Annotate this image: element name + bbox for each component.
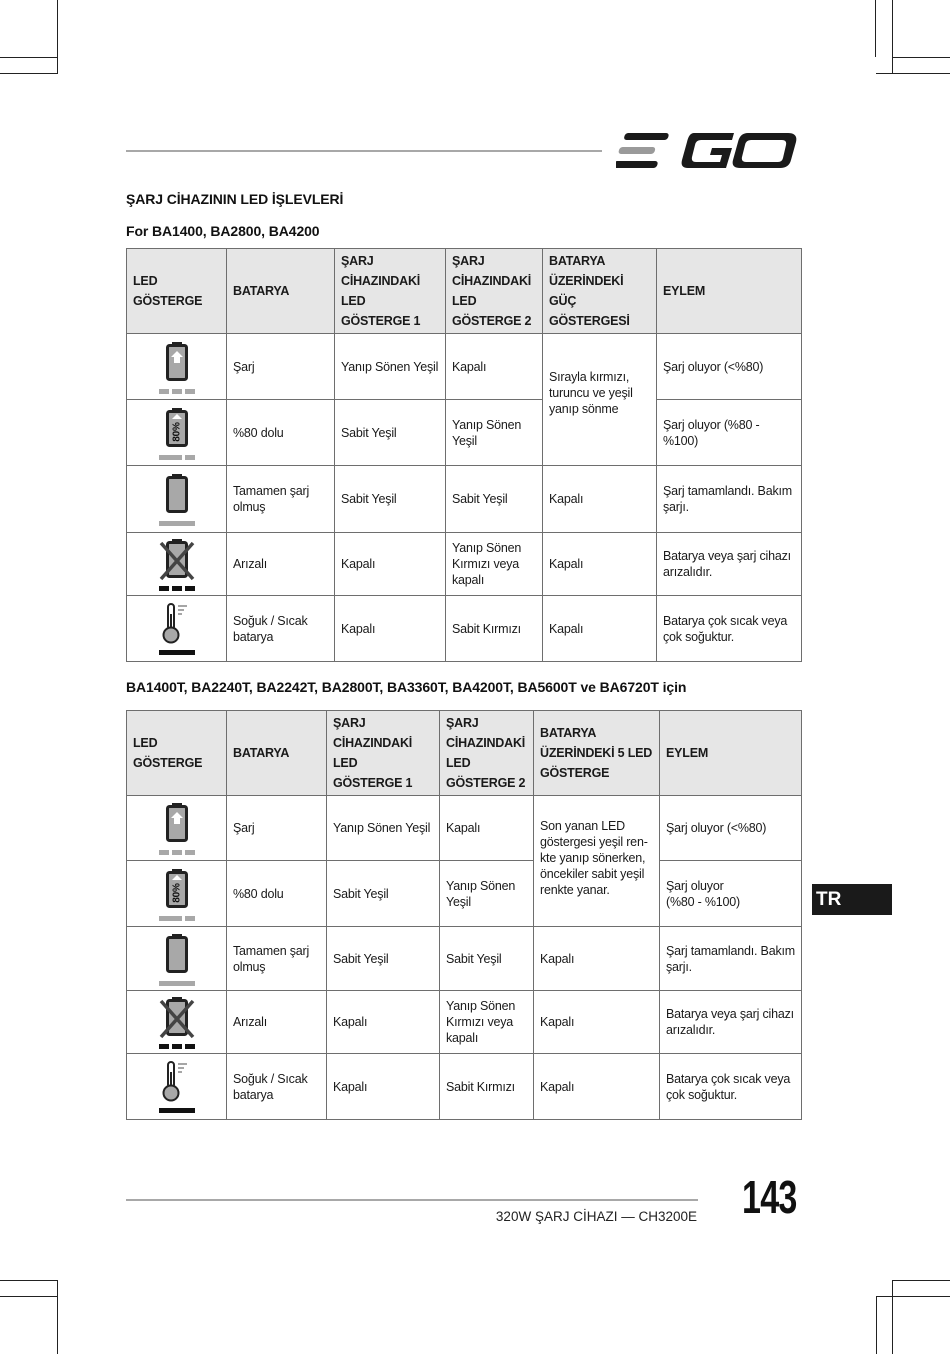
crop-mark: [0, 57, 57, 58]
charger-led-2: Yanıp Sönen Kırmızı veya kapalı: [440, 991, 534, 1054]
table-row: [127, 1054, 802, 1120]
table-row: [127, 796, 802, 861]
charger-led-2: Yanıp Sönen Kırmızı veya kapalı: [446, 533, 543, 596]
charger-led-2: Sabit Yeşil: [446, 466, 543, 533]
battery-temperature-icon: [155, 1058, 199, 1116]
battery-status: Soğuk / Sıcak batarya: [227, 596, 335, 662]
led-icon-cell: [127, 796, 227, 861]
crop-mark: [876, 1296, 950, 1297]
crop-mark: [892, 0, 893, 74]
footer-title: 320W ŞARJ CİHAZI — CH3200E: [495, 1209, 697, 1224]
header-action: EYLEM: [660, 711, 802, 796]
fuel-gauge: Kapalı: [543, 596, 657, 662]
table-row: [127, 596, 802, 662]
table-row: [127, 991, 802, 1054]
table-header-row: [127, 711, 802, 796]
battery-fault-icon: [155, 535, 199, 593]
page-number: 143: [742, 1171, 797, 1223]
header-fuel-gauge: BATARYA ÜZERİNDEKİ 5 LED GÖSTERGE: [534, 711, 660, 796]
action: Şarj oluyor (%80 - %100): [660, 861, 802, 927]
charger-led-1: Sabit Yeşil: [335, 400, 446, 466]
charger-led-2: Sabit Yeşil: [440, 927, 534, 991]
action: Şarj tamamlandı. Bakım şarjı.: [660, 927, 802, 991]
battery-status: Tamamen şarj olmuş: [227, 466, 335, 533]
crop-mark: [876, 73, 950, 74]
led-icon-cell: [127, 334, 227, 400]
charger-led-1: Sabit Yeşil: [327, 861, 440, 927]
header-battery: BATARYA: [227, 249, 335, 334]
battery-status: %80 dolu: [227, 861, 327, 927]
led-icon-cell: [127, 927, 227, 991]
action: Batarya veya şarj cihazı arızalıdır.: [660, 991, 802, 1054]
table-row: [127, 334, 802, 400]
battery-80-percent-icon: [155, 404, 199, 462]
charger-led-2: Yanıp Sönen Yeşil: [440, 861, 534, 927]
header-led-indicator: LED GÖSTERGE: [127, 711, 227, 796]
action: Batarya çok sıcak veya çok soğuktur.: [657, 596, 802, 662]
crop-mark: [892, 1280, 950, 1281]
battery-full-icon: [155, 930, 199, 988]
charger-led-1: Kapalı: [335, 533, 446, 596]
battery-fault-icon: [155, 993, 199, 1051]
language-tab: TR: [812, 884, 892, 915]
battery-status: Arızalı: [227, 533, 335, 596]
ego-logo: [616, 130, 800, 172]
fuel-gauge-merged: Son yanan LED göstergesi yeşil ren- kte yanıp sönerken, öncekiler sabit yeşil renkte yanar.: [534, 796, 660, 927]
charger-led-2: Yanıp Sönen Yeşil: [446, 400, 543, 466]
charger-led-1: Kapalı: [327, 1054, 440, 1120]
table-row: [127, 466, 802, 533]
battery-charging-icon: [155, 338, 199, 396]
battery-status: Şarj: [227, 334, 335, 400]
table-row: [127, 927, 802, 991]
battery-80-percent-icon: [155, 865, 199, 923]
header-rule: [126, 150, 602, 152]
fuel-gauge: Kapalı: [543, 533, 657, 596]
charger-led-2: Kapalı: [440, 796, 534, 861]
table1-caption: For BA1400, BA2800, BA4200: [126, 223, 320, 239]
fuel-gauge: Kapalı: [534, 991, 660, 1054]
charger-led-1: Kapalı: [335, 596, 446, 662]
header-charger-led-1: ŞARJ CİHAZINDAKİ LED GÖSTERGE 1: [327, 711, 440, 796]
header-charger-led-2: ŞARJ CİHAZINDAKİ LED GÖSTERGE 2: [446, 249, 543, 334]
fuel-gauge: Kapalı: [534, 927, 660, 991]
led-icon-cell: [127, 400, 227, 466]
action: Şarj oluyor (%80 - %100): [657, 400, 802, 466]
table-header-row: [127, 249, 802, 334]
fuel-gauge-merged: Sırayla kırmızı, turuncu ve yeşil yanıp sönme: [543, 334, 657, 466]
crop-mark: [0, 1296, 57, 1297]
action: Şarj oluyor (<%80): [660, 796, 802, 861]
header-charger-led-2: ŞARJ CİHAZINDAKİ LED GÖSTERGE 2: [440, 711, 534, 796]
led-icon-cell: [127, 466, 227, 533]
crop-mark: [876, 1296, 877, 1354]
action: Batarya çok sıcak veya çok soğuktur.: [660, 1054, 802, 1120]
header-action: EYLEM: [657, 249, 802, 334]
led-function-table-2: [126, 710, 802, 1120]
header-battery: BATARYA: [227, 711, 327, 796]
led-icon-cell: [127, 533, 227, 596]
table-row: [127, 861, 802, 927]
battery-status: Tamamen şarj olmuş: [227, 927, 327, 991]
charger-led-1: Sabit Yeşil: [335, 466, 446, 533]
crop-mark: [892, 1280, 893, 1354]
action: Şarj oluyor (<%80): [657, 334, 802, 400]
battery-temperature-icon: [155, 600, 199, 658]
footer-rule: [126, 1199, 698, 1201]
battery-status: Arızalı: [227, 991, 327, 1054]
charger-led-2: Kapalı: [446, 334, 543, 400]
led-icon-cell: [127, 596, 227, 662]
charger-led-1: Yanıp Sönen Yeşil: [335, 334, 446, 400]
crop-mark: [57, 0, 58, 74]
charger-led-2: Sabit Kırmızı: [440, 1054, 534, 1120]
battery-status: Şarj: [227, 796, 327, 861]
svg-text:80%: 80%: [171, 882, 183, 903]
crop-mark: [0, 73, 57, 74]
fuel-gauge: Kapalı: [534, 1054, 660, 1120]
battery-status: %80 dolu: [227, 400, 335, 466]
battery-full-icon: [155, 470, 199, 528]
led-icon-cell: [127, 991, 227, 1054]
charger-led-1: Yanıp Sönen Yeşil: [327, 796, 440, 861]
table-row: [127, 533, 802, 596]
fuel-gauge: Kapalı: [543, 466, 657, 533]
svg-text:80%: 80%: [171, 421, 183, 442]
charger-led-2: Sabit Kırmızı: [446, 596, 543, 662]
action: Şarj tamamlandı. Bakım şarjı.: [657, 466, 802, 533]
led-icon-cell: [127, 861, 227, 927]
table-row: [127, 400, 802, 466]
led-function-table-1: [126, 248, 802, 662]
table2-caption: BA1400T, BA2240T, BA2242T, BA2800T, BA3360T, BA4200T, BA5600T ve BA6720T için: [126, 679, 687, 695]
header-charger-led-1: ŞARJ CİHAZINDAKİ LED GÖSTERGE 1: [335, 249, 446, 334]
battery-status: Soğuk / Sıcak batarya: [227, 1054, 327, 1120]
crop-mark: [892, 57, 950, 58]
charger-led-1: Kapalı: [327, 991, 440, 1054]
crop-mark: [0, 1280, 57, 1281]
header-led-indicator: LED GÖSTERGE: [127, 249, 227, 334]
battery-charging-icon: [155, 799, 199, 857]
section-title: ŞARJ CİHAZININ LED İŞLEVLERİ: [126, 191, 344, 207]
charger-led-1: Sabit Yeşil: [327, 927, 440, 991]
crop-mark: [57, 1280, 58, 1354]
crop-mark: [875, 0, 876, 57]
led-icon-cell: [127, 1054, 227, 1120]
header-fuel-gauge: BATARYA ÜZERİNDEKİ GÜÇ GÖSTERGESİ: [543, 249, 657, 334]
action: Batarya veya şarj cihazı arızalıdır.: [657, 533, 802, 596]
